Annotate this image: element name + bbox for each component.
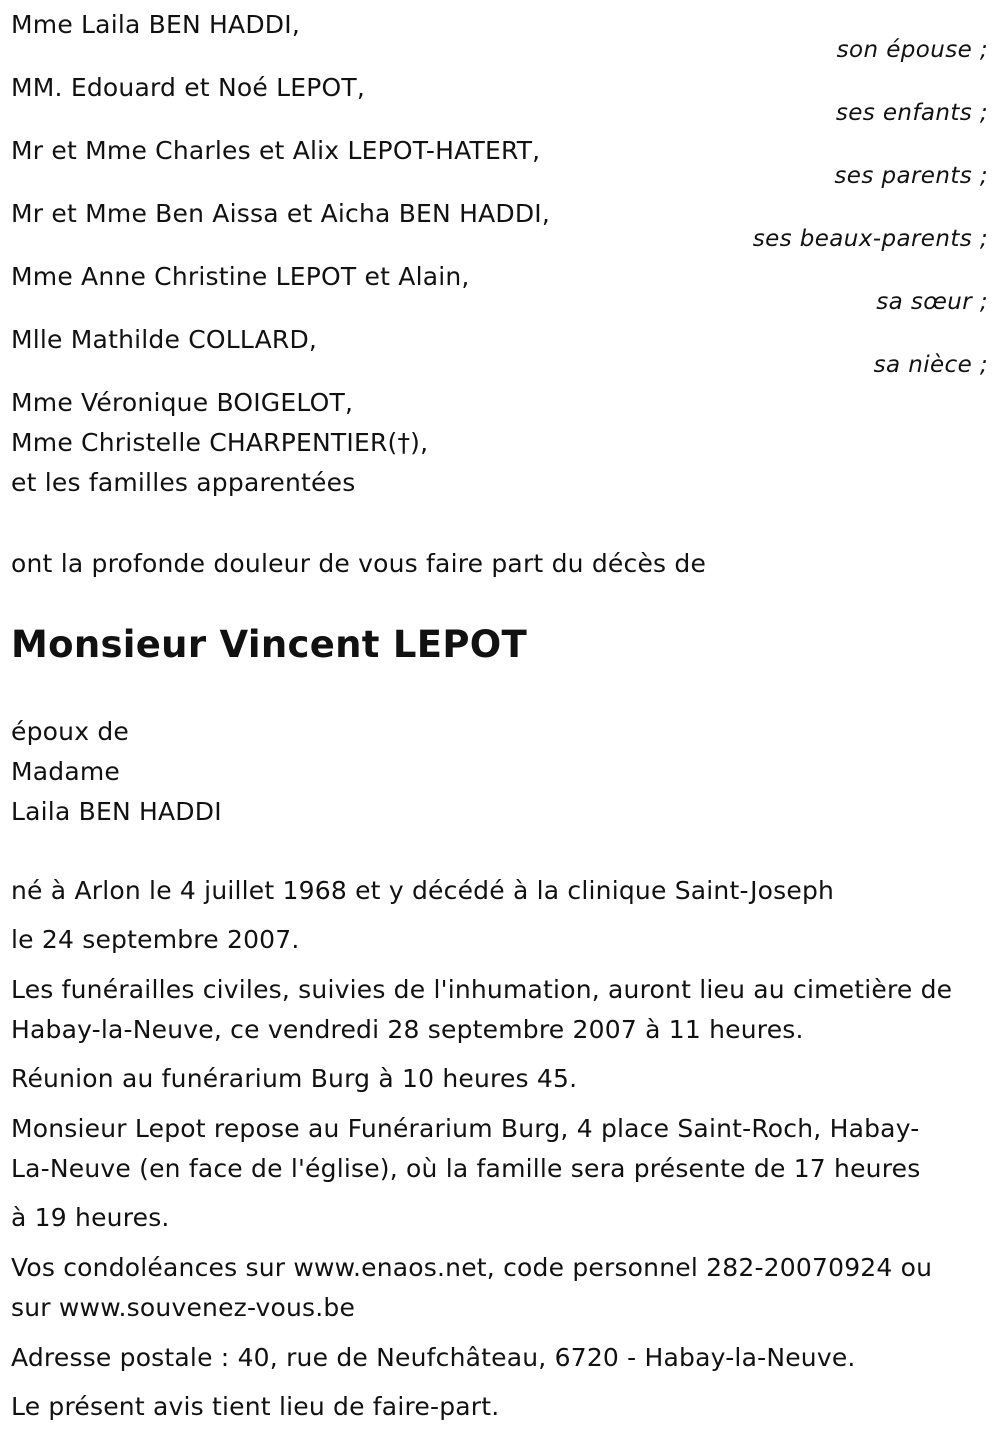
family-member-relation: son épouse ;: [836, 37, 988, 63]
family-member-name: Mr et Mme Charles et Alix LEPOT-HATERT,: [11, 136, 541, 165]
deceased-name: Monsieur Vincent LEPOT: [11, 623, 528, 666]
other-mourner: et les familles apparentées: [11, 468, 356, 497]
rest-line: à 19 heures.: [11, 1203, 170, 1232]
rest-line: La-Neuve (en face de l'église), où la famille sera présente de 17 heures: [11, 1154, 921, 1183]
other-mourner: Mme Véronique BOIGELOT,: [11, 388, 354, 417]
notice-line: Le présent avis tient lieu de faire-part.: [11, 1392, 500, 1421]
meeting-line: Réunion au funérarium Burg à 10 heures 45.: [11, 1064, 578, 1093]
family-member-name: Mlle Mathilde COLLARD,: [11, 325, 318, 354]
postal-address: Adresse postale : 40, rue de Neufchâteau, 6720 - Habay-la-Neuve.: [11, 1343, 856, 1372]
spouse-line: Laila BEN HADDI: [11, 797, 222, 826]
family-member-relation: ses enfants ;: [835, 100, 988, 126]
family-member-relation: ses beaux-parents ;: [752, 226, 988, 252]
announcement-text: ont la profonde douleur de vous faire part du décès de: [11, 549, 707, 578]
family-member-relation: ses parents ;: [834, 163, 988, 189]
condolences-line: Vos condoléances sur www.enaos.net, code personnel 282-20070924 ou: [11, 1253, 933, 1282]
birth-death-line: le 24 septembre 2007.: [11, 925, 300, 954]
spouse-line: époux de: [11, 717, 129, 746]
family-member-relation: sa nièce ;: [873, 352, 988, 378]
funeral-line: Habay-la-Neuve, ce vendredi 28 septembre 2007 à 11 heures.: [11, 1015, 804, 1044]
family-member-name: Mme Anne Christine LEPOT et Alain,: [11, 262, 470, 291]
family-member-name: Mr et Mme Ben Aissa et Aicha BEN HADDI,: [11, 199, 551, 228]
other-mourner: Mme Christelle CHARPENTIER(†),: [11, 428, 429, 457]
family-member-name: MM. Edouard et Noé LEPOT,: [11, 73, 365, 102]
rest-line: Monsieur Lepot repose au Funérarium Burg, 4 place Saint-Roch, Habay-: [11, 1114, 920, 1143]
birth-death-line: né à Arlon le 4 juillet 1968 et y décédé à la clinique Saint-Joseph: [11, 876, 835, 905]
family-member-name: Mme Laila BEN HADDI,: [11, 10, 300, 39]
condolences-line: sur www.souvenez-vous.be: [11, 1293, 356, 1322]
family-member-relation: sa sœur ;: [876, 289, 988, 315]
funeral-line: Les funérailles civiles, suivies de l'inhumation, auront lieu au cimetière de: [11, 975, 953, 1004]
spouse-line: Madame: [11, 757, 121, 786]
